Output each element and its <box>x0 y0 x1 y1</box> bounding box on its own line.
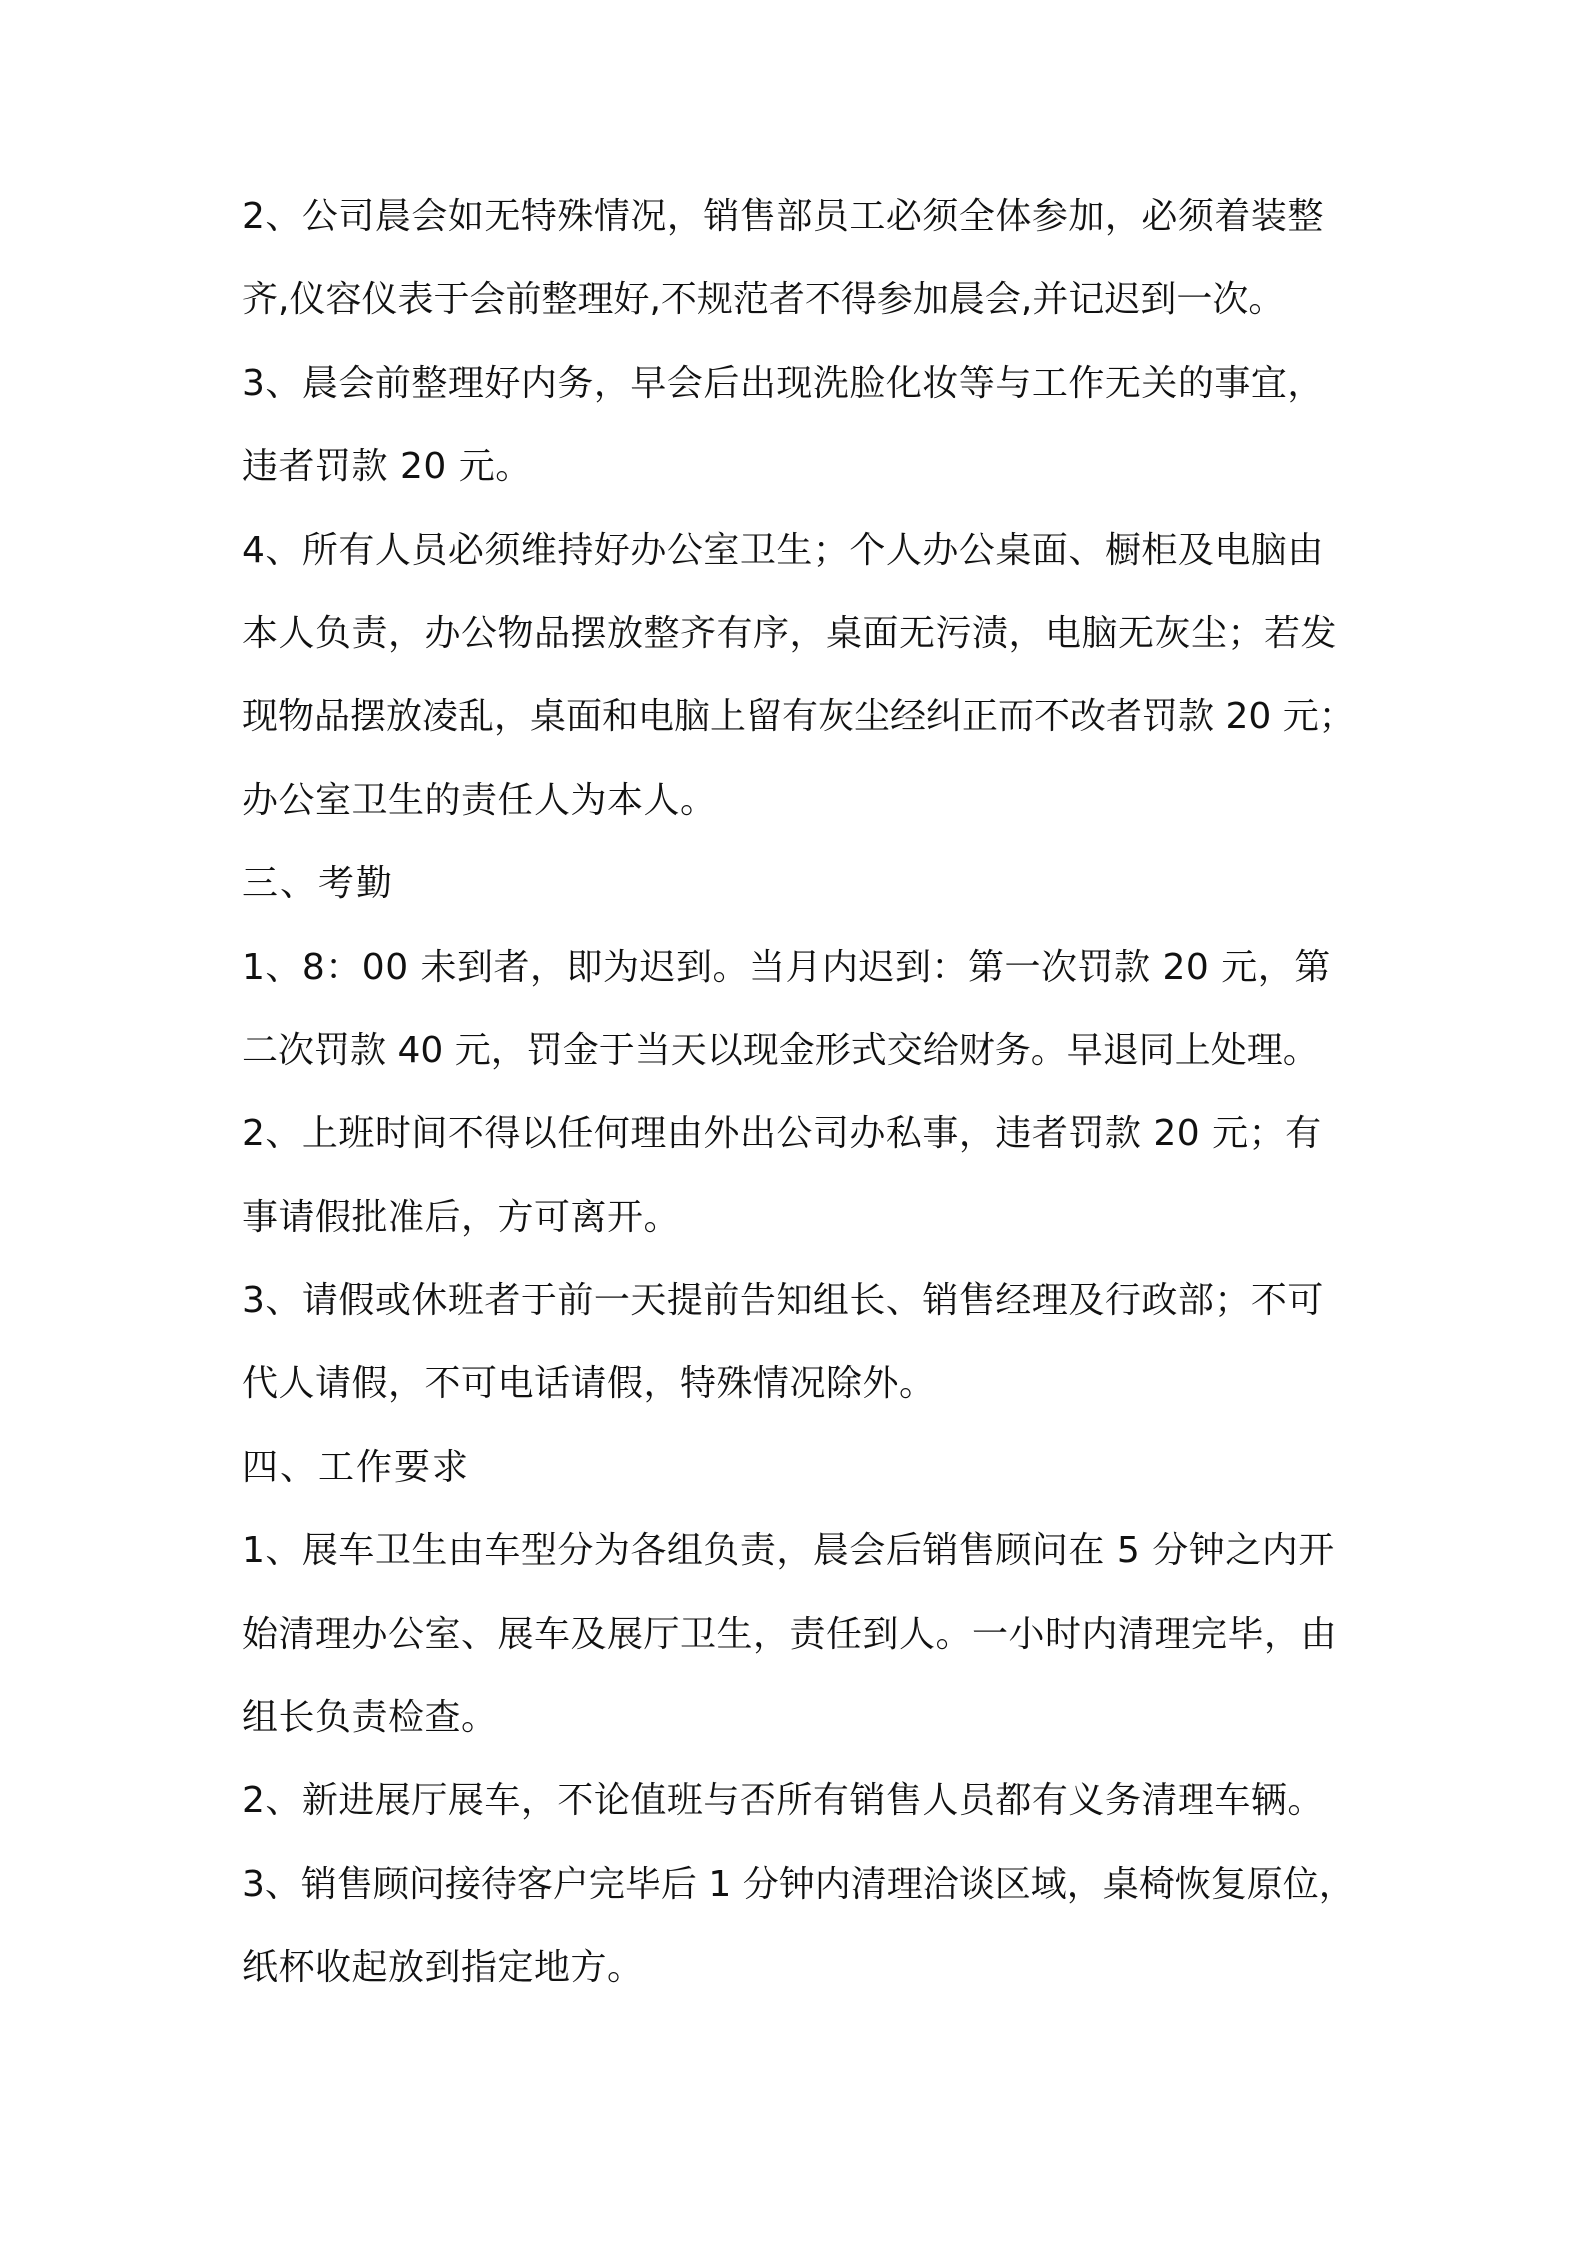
text-line: 1、展车卫生由车型分为各组负责，晨会后销售顾问在 5 分钟之内开 <box>242 1530 1335 1572</box>
text-line: 齐,仪容仪表于会前整理好,不规范者不得参加晨会,并记迟到一次。 <box>242 279 1285 321</box>
text-line: 2、新进展厅展车，不论值班与否所有销售人员都有义务清理车辆。 <box>242 1780 1324 1822</box>
text-line: 2、上班时间不得以任何理由外出公司办私事，违者罚款 20 元；有 <box>242 1113 1322 1155</box>
text-line: 3、请假或休班者于前一天提前告知组长、销售经理及行政部；不可 <box>242 1280 1324 1322</box>
text-line: 现物品摆放凌乱，桌面和电脑上留有灰尘经纠正而不改者罚款 20 元； <box>242 696 1355 738</box>
text-line: 二次罚款 40 元，罚金于当天以现金形式交给财务。早退同上处理。 <box>242 1029 1319 1071</box>
section-heading: 四、工作要求 <box>242 1446 471 1488</box>
text-line: 4、所有人员必须维持好办公室卫生；个人办公桌面、橱柜及电脑由 <box>242 529 1324 571</box>
document-body <box>242 196 1362 2031</box>
text-line: 始清理办公室、展车及展厅卫生，责任到人。一小时内清理完毕，由 <box>242 1613 1338 1655</box>
text-line: 3、销售顾问接待客户完毕后 1 分钟内清理洽谈区域，桌椅恢复原位， <box>242 1863 1355 1905</box>
text-line: 办公室卫生的责任人为本人。 <box>242 779 717 821</box>
text-line: 代人请假，不可电话请假，特殊情况除外。 <box>242 1363 936 1405</box>
text-line: 3、晨会前整理好内务，早会后出现洗脸化妆等与工作无关的事宜， <box>242 362 1324 404</box>
text-line: 事请假批准后，方可离开。 <box>242 1196 681 1238</box>
text-line: 纸杯收起放到指定地方。 <box>242 1947 644 1989</box>
text-line: 2、公司晨会如无特殊情况，销售部员工必须全体参加，必须着装整 <box>242 196 1324 237</box>
text-line: 组长负责检查。 <box>242 1697 498 1739</box>
text-line: 1、8：00 未到者，即为迟到。当月内迟到：第一次罚款 20 元，第 <box>242 946 1331 988</box>
text-line: 违者罚款 20 元。 <box>242 446 532 488</box>
text-line: 本人负责，办公物品摆放整齐有序，桌面无污渍，电脑无灰尘；若发 <box>242 612 1338 654</box>
section-heading: 三、考勤 <box>242 863 395 905</box>
